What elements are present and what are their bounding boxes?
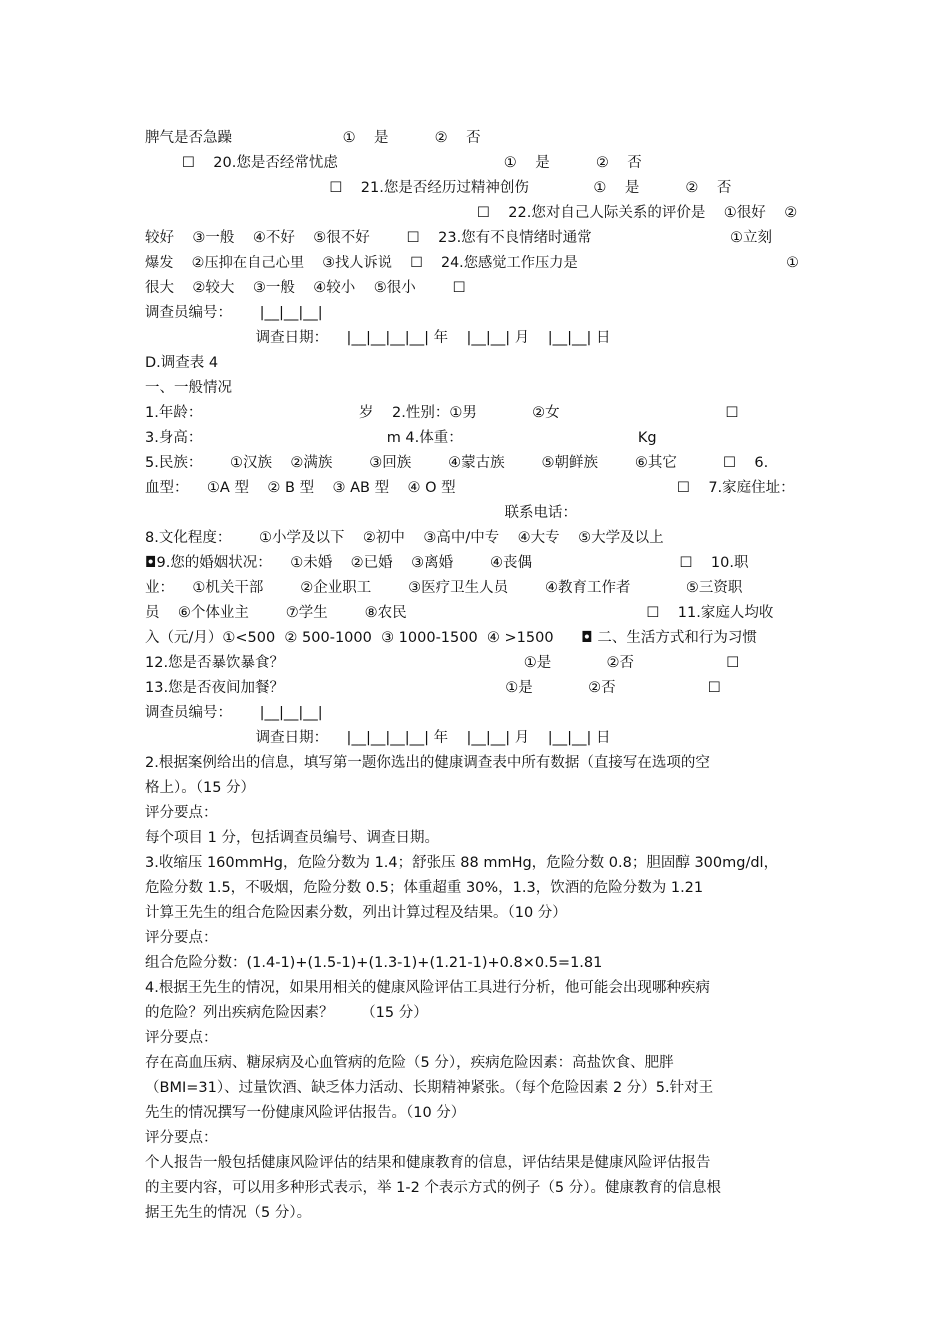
- text-line: 先生的情况撰写一份健康风险评估报告。（10 分）: [145, 1105, 466, 1121]
- text-line: 格上）。（15 分）: [145, 780, 256, 796]
- text-line: 爆发 ②压抑在自己心里 ③找人诉说 ☐ 24.您感觉工作压力是 ①: [145, 255, 799, 271]
- text-line: 员 ⑥个体业主 ⑦学生 ⑧农民 ☐ 11.家庭人均收: [145, 605, 774, 621]
- text-line: 每个项目 1 分，包括调查员编号、调查日期。: [145, 830, 439, 846]
- text-line: 的主要内容，可以用多种形式表示，举 1-2 个表示方式的例子（5 分）。健康教育的信息根: [145, 1180, 721, 1196]
- text-line: 个人报告一般包括健康风险评估的结果和健康教育的信息，评估结果是健康风险评估报告: [145, 1155, 711, 1171]
- text-line: 调查员编号： |__|__|__|: [145, 705, 323, 721]
- text-line: 评分要点：: [145, 1130, 218, 1146]
- text-line: 3.身高： m 4.体重： Kg: [145, 430, 657, 446]
- text-line: 评分要点：: [145, 805, 218, 821]
- text-line: 评分要点：: [145, 930, 218, 946]
- section-heading: 一、一般情况: [145, 380, 232, 396]
- text-line: 1.年龄： 岁 2.性别：①男 ②女 ☐: [145, 405, 739, 421]
- text-line: 计算王先生的组合危险因素分数，列出计算过程及结果。（10 分）: [145, 905, 567, 921]
- text-line: 3.收缩压 160mmHg，危险分数为 1.4；舒张压 88 mmHg，危险分数 0.8；胆固醇 300mg/dl，: [145, 855, 779, 871]
- text-line: ◘9.您的婚姻状况： ①未婚 ②已婚 ③离婚 ④丧偶 ☐ 10.职: [145, 555, 749, 571]
- text-line: 5.民族： ①汉族 ②满族 ③回族 ④蒙古族 ⑤朝鲜族 ⑥其它 ☐ 6.: [145, 455, 769, 471]
- text-line: ☐ 22.您对自己人际关系的评价是 ①很好 ②: [145, 205, 798, 221]
- text-line: 较好 ③一般 ④不好 ⑤很不好 ☐ 23.您有不良情绪时通常 ①立刻: [145, 230, 772, 246]
- text-line: 2.根据案例给出的信息，填写第一题你选出的健康调查表中所有数据（直接写在选项的空: [145, 755, 710, 771]
- text-line: 评分要点：: [145, 1030, 218, 1046]
- text-line: 调查日期： |__|__|__|__| 年 |__|__| 月 |__|__| 日: [145, 730, 611, 746]
- text-line: 业： ①机关干部 ②企业职工 ③医疗卫生人员 ④教育工作者 ⑤三资职: [145, 580, 743, 596]
- text-line: 脾气是否急躁 ① 是 ② 否: [145, 130, 481, 146]
- text-line: 的危险？列出疾病危险因素？ （15 分）: [145, 1005, 428, 1021]
- text-line: 8.文化程度： ①小学及以下 ②初中 ③高中/中专 ④大专 ⑤大学及以上: [145, 530, 664, 546]
- text-line: 联系电话：: [145, 505, 578, 521]
- text-line: ☐ 21.您是否经历过精神创伤 ① 是 ② 否: [145, 180, 732, 196]
- text-line: 入（元/月）①<500 ② 500-1000 ③ 1000-1500 ④ >1500 ◘ 二、生活方式和行为习惯: [145, 630, 757, 646]
- section-heading: D.调查表 4: [145, 355, 219, 371]
- text-line: （BMI=31）、过量饮酒、缺乏体力活动、长期精神紧张。（每个危险因素 2 分）5.针对王: [145, 1080, 714, 1096]
- text-line: 13.您是否夜间加餐？ ①是 ②否 ☐: [145, 680, 721, 696]
- text-line: 组合危险分数：(1.4-1)+(1.5-1)+(1.3-1)+(1.21-1)+0.8×0.5=1.81: [145, 955, 603, 971]
- text-line: 据王先生的情况（5 分）。: [145, 1205, 312, 1221]
- text-line: ☐ 20.您是否经常忧虑 ① 是 ② 否: [145, 155, 642, 171]
- text-line: 12.您是否暴饮暴食？ ①是 ②否 ☐: [145, 655, 740, 671]
- text-line: 存在高血压病、糖尿病及心血管病的危险（5 分），疾病危险因素：高盐饮食、肥胖: [145, 1055, 674, 1071]
- text-line: 4.根据王先生的情况，如果用相关的健康风险评估工具进行分析，他可能会出现哪种疾病: [145, 980, 710, 996]
- text-line: 调查员编号： |__|__|__|: [145, 305, 323, 321]
- text-line: 调查日期： |__|__|__|__| 年 |__|__| 月 |__|__| 日: [145, 330, 611, 346]
- text-line: 很大 ②较大 ③一般 ④较小 ⑤很小 ☐: [145, 280, 466, 296]
- text-line: 血型： ①A 型 ② B 型 ③ AB 型 ④ O 型 ☐ 7.家庭住址：: [145, 480, 795, 496]
- text-line: 危险分数 1.5，不吸烟，危险分数 0.5；体重超重 30%，1.3，饮酒的危险分数为 1.21: [145, 880, 704, 896]
